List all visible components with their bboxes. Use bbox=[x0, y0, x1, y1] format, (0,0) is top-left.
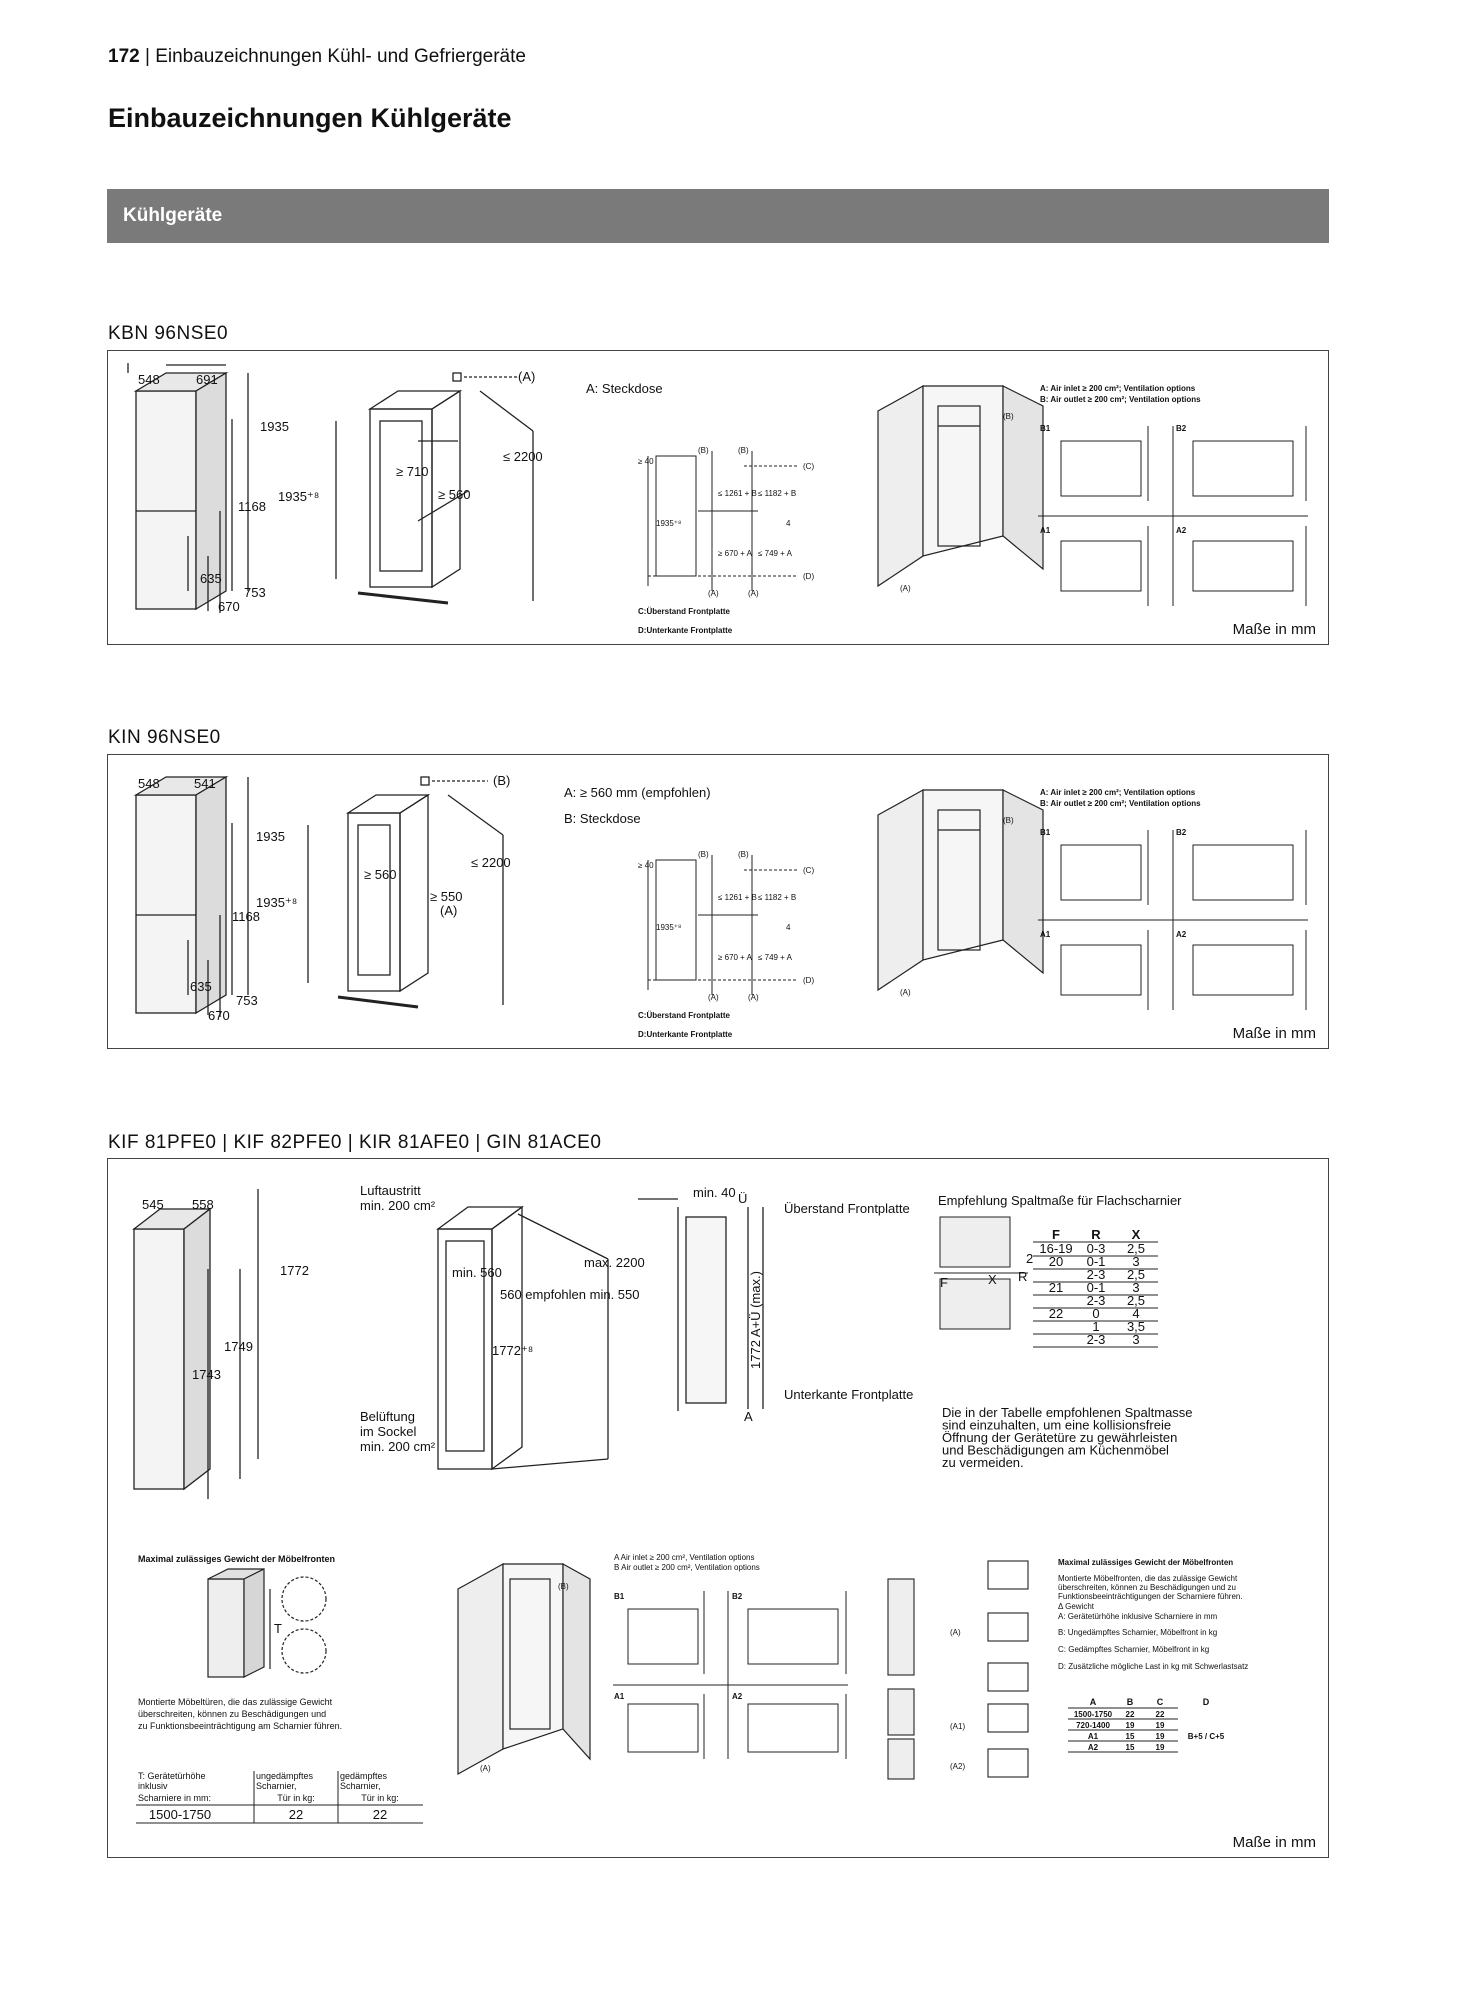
right-table-cell: 720-1400 bbox=[1076, 1721, 1110, 1730]
page-header: 172 | Einbauzeichnungen Kühl- und Gefriergeräte bbox=[108, 46, 526, 67]
niche-height: 1935⁺⁸ bbox=[278, 489, 320, 504]
front-unterkante: Unterkante Frontplatte bbox=[784, 1387, 914, 1402]
gap-table-cell: 2-3 bbox=[1086, 1267, 1106, 1282]
right-note-line: C: Gedämpftes Scharnier, Möbelfront in kg bbox=[1058, 1645, 1210, 1654]
installation-drawing-2 bbox=[108, 755, 1328, 1048]
niche-width: min. 560 bbox=[452, 1265, 502, 1280]
vent-legend-1a: A: Air inlet ≥ 200 cm²; Ventilation options bbox=[1040, 384, 1196, 393]
weight-table-cell: 22 bbox=[288, 1807, 304, 1822]
vent-b2: B2 bbox=[1176, 424, 1187, 433]
section-bar bbox=[107, 189, 1329, 243]
air-in-1: Belüftung bbox=[360, 1409, 415, 1424]
niche-depth: ≥ 560 bbox=[438, 487, 471, 502]
vent3-b: B Air outlet ≥ 200 cm², Ventilation options bbox=[614, 1563, 760, 1572]
dim-h5: 670 bbox=[208, 1008, 230, 1023]
vent-a1: A1 bbox=[1040, 930, 1051, 939]
section-d-note: D:Unterkante Frontplatte bbox=[638, 1030, 733, 1039]
right-note-line: D: Zusätzliche mögliche Last in kg mit Schwerlastsatz bbox=[1058, 1662, 1249, 1671]
weight-title: Maximal zulässiges Gewicht der Möbelfronten bbox=[138, 1554, 336, 1564]
gap-table-cell: 3 bbox=[1132, 1280, 1140, 1295]
gap-table-cell: 0 bbox=[1092, 1306, 1100, 1321]
section-a-label: (A) bbox=[708, 993, 719, 1002]
weight-table-header: gedämpftes bbox=[340, 1771, 388, 1781]
section-d-label: (D) bbox=[803, 976, 815, 985]
room-b-label: (B) bbox=[1003, 412, 1014, 421]
room3-b: (B) bbox=[558, 1582, 569, 1591]
niche-depth: 560 empfohlen min. 550 bbox=[500, 1287, 640, 1302]
front-u: Ü bbox=[738, 1191, 748, 1206]
niche-depth: ≥ 550 bbox=[430, 889, 463, 904]
weight-table-header: Scharnier, bbox=[256, 1781, 297, 1791]
vent-legend-2a: A: Air inlet ≥ 200 cm²; Ventilation options bbox=[1040, 788, 1196, 797]
weight-table-cell: 1500-1750 bbox=[148, 1807, 212, 1822]
niche-label: (A) bbox=[518, 369, 536, 384]
gap-table-header: X bbox=[1131, 1227, 1141, 1242]
room-a-label: (A) bbox=[900, 988, 911, 997]
niche-max: ≤ 2200 bbox=[503, 449, 543, 464]
right-table-header: C bbox=[1156, 1697, 1164, 1707]
niche-max: ≤ 2200 bbox=[471, 855, 511, 870]
right-table-header: B bbox=[1126, 1697, 1134, 1707]
gap-table-cell: 0-1 bbox=[1086, 1254, 1106, 1269]
gap-table-cell: 2,5 bbox=[1126, 1241, 1146, 1256]
gap-table bbox=[1033, 1227, 1158, 1347]
dim-h1: 1935 bbox=[256, 829, 285, 844]
section-c-note: C:Überstand Frontplatte bbox=[638, 607, 730, 616]
air-in-2: im Sockel bbox=[360, 1424, 417, 1439]
drawing-panel-2 bbox=[107, 754, 1329, 1049]
weight-note-3: zu Funktionsbeeinträchtigung am Scharnier führen. bbox=[138, 1721, 343, 1731]
dim-h1: 1935 bbox=[260, 419, 289, 434]
model-title-2: KIN 96NSE0 bbox=[108, 727, 221, 748]
dim-h3: 635 bbox=[200, 571, 222, 586]
weight-table-header: inklusiv bbox=[138, 1781, 168, 1791]
dim-d2: 541 bbox=[194, 776, 216, 791]
weight-note-2: überschreiten, können zu Beschädigungen und bbox=[138, 1709, 327, 1719]
vent3-a1: A1 bbox=[614, 1692, 625, 1701]
section-top: ≥ 40 bbox=[638, 861, 654, 870]
weight-table-header: T: Gerätetürhöhe bbox=[138, 1771, 206, 1781]
right-table-cell: 22 bbox=[1125, 1710, 1135, 1719]
weight-table-header: Scharnier, bbox=[340, 1781, 381, 1791]
right-table bbox=[1068, 1697, 1225, 1752]
weight-note-1: Montierte Möbeltüren, die das zulässige Gewicht bbox=[138, 1697, 333, 1707]
model-title-3: KIF 81PFE0 | KIF 82PFE0 | KIR 81AFE0 | GIN 81ACE0 bbox=[108, 1132, 602, 1153]
gap-table-cell: 2,5 bbox=[1126, 1267, 1146, 1282]
weight-table bbox=[136, 1771, 423, 1823]
niche-label: (B) bbox=[493, 773, 511, 788]
gap-note-line: und Beschädigungen am Küchenmöbel bbox=[942, 1442, 1169, 1458]
room-b-label: (B) bbox=[1003, 816, 1014, 825]
dim-d1: 545 bbox=[142, 1197, 164, 1212]
gap-f: F bbox=[940, 1275, 948, 1290]
weight-table-header: Tür in kg: bbox=[277, 1793, 315, 1803]
gap-table-cell: 0-1 bbox=[1086, 1280, 1106, 1295]
gap-table-cell: 20 bbox=[1048, 1254, 1064, 1269]
niche-height: 1935⁺⁸ bbox=[256, 895, 298, 910]
right-note-line: Montierte Möbelfronten, die das zulässige Gewicht bbox=[1058, 1574, 1238, 1583]
gap-table-cell: 3,5 bbox=[1126, 1319, 1146, 1334]
section-a-label: (A) bbox=[708, 589, 719, 598]
air-out-2: min. 200 cm² bbox=[360, 1198, 436, 1213]
right-note-line: überschreiten, können zu Beschädigungen und zu bbox=[1058, 1583, 1236, 1592]
dim-h2: 1749 bbox=[224, 1339, 253, 1354]
gap-x: X bbox=[988, 1272, 997, 1287]
niche-height: 1772⁺⁸ bbox=[492, 1343, 534, 1358]
right-note-line: Δ Gewicht bbox=[1058, 1602, 1095, 1611]
dim-d1: 548 bbox=[138, 372, 160, 387]
weight-t: T bbox=[274, 1621, 282, 1636]
right-a1: (A1) bbox=[950, 1722, 966, 1731]
vent-a2: A2 bbox=[1176, 930, 1187, 939]
gap-r: R bbox=[1018, 1269, 1028, 1284]
page-title: Einbauzeichnungen Kühlgeräte bbox=[108, 103, 512, 133]
right-table-cell: 22 bbox=[1155, 1710, 1165, 1719]
vent3-b1: B1 bbox=[614, 1592, 625, 1601]
vent-a1: A1 bbox=[1040, 526, 1051, 535]
gap-table-cell: 2,5 bbox=[1126, 1293, 1146, 1308]
weight-table-header: Tür in kg: bbox=[361, 1793, 399, 1803]
right-note-line: A: Gerätetürhöhe inklusive Scharniere in mm bbox=[1058, 1612, 1218, 1621]
section-four: 4 bbox=[786, 923, 791, 932]
dim-h4: 753 bbox=[244, 585, 266, 600]
air-out-1: Luftaustritt bbox=[360, 1183, 421, 1198]
section-h: 1935⁺⁸ bbox=[656, 923, 682, 932]
units-label-1: Maße in mm bbox=[1232, 621, 1316, 638]
right-table-cell: 1500-1750 bbox=[1073, 1710, 1113, 1719]
right-table-cell: 15 bbox=[1125, 1743, 1135, 1752]
dim-h1: 1772 bbox=[280, 1263, 309, 1278]
vent-b1: B1 bbox=[1040, 828, 1051, 837]
header-section: Einbauzeichnungen Kühl- und Gefriergeräte bbox=[155, 46, 526, 67]
niche-depth-label: (A) bbox=[440, 903, 458, 918]
section-a1: ≥ 670 + A bbox=[718, 953, 752, 962]
vent-b2: B2 bbox=[1176, 828, 1187, 837]
section-d-label: (D) bbox=[803, 572, 815, 581]
legend-2-a: A: ≥ 560 mm (empfohlen) bbox=[564, 785, 711, 800]
page-number: 172 bbox=[108, 46, 140, 67]
right-table-cell: 19 bbox=[1125, 1721, 1135, 1730]
dim-d2: 558 bbox=[192, 1197, 214, 1212]
room-a-label: (A) bbox=[900, 584, 911, 593]
dim-h4: 753 bbox=[236, 993, 258, 1008]
legend-1-a: A: Steckdose bbox=[586, 381, 663, 396]
right-table-cell: 19 bbox=[1155, 1721, 1165, 1730]
right-title: Maximal zulässiges Gewicht der Möbelfronten bbox=[1058, 1558, 1234, 1567]
section-b-label: (B) bbox=[698, 850, 709, 859]
gap-table-cell: 3 bbox=[1132, 1254, 1140, 1269]
gap-table-header: F bbox=[1052, 1227, 1060, 1242]
section-b1: ≤ 1261 + B bbox=[718, 893, 757, 902]
section-c-label: (C) bbox=[803, 866, 815, 875]
vent3-b2: B2 bbox=[732, 1592, 743, 1601]
vent-legend-2b: B: Air outlet ≥ 200 cm²; Ventilation options bbox=[1040, 799, 1201, 808]
units-label-3: Maße in mm bbox=[1232, 1834, 1316, 1851]
weight-table-cell: 22 bbox=[372, 1807, 388, 1822]
gap-note-line: sind einzuhalten, um eine kollisionsfreie bbox=[942, 1417, 1172, 1433]
drawing-panel-3 bbox=[107, 1158, 1329, 1858]
right-table-cell: 19 bbox=[1155, 1743, 1165, 1752]
dim-h2: 1168 bbox=[238, 499, 266, 514]
gap-two: 2 bbox=[1026, 1251, 1034, 1266]
section-a2: ≤ 749 + A bbox=[758, 549, 792, 558]
gap-table-cell: 4 bbox=[1132, 1306, 1140, 1321]
section-a2: ≤ 749 + A bbox=[758, 953, 792, 962]
section-h: 1935⁺⁸ bbox=[656, 519, 682, 528]
gap-table-cell: 2-3 bbox=[1086, 1332, 1106, 1347]
weight-table-header: ungedämpftes bbox=[256, 1771, 314, 1781]
right-table-cell: B+5 / C+5 bbox=[1187, 1732, 1225, 1741]
section-b-label-2: (B) bbox=[738, 850, 749, 859]
dim-d1: 548 bbox=[138, 776, 160, 791]
vent3-a2: A2 bbox=[732, 1692, 743, 1701]
right-table-cell: 15 bbox=[1125, 1732, 1135, 1741]
section-four: 4 bbox=[786, 519, 791, 528]
right-table-header: D bbox=[1202, 1697, 1210, 1707]
section-d-note: D:Unterkante Frontplatte bbox=[638, 626, 733, 635]
niche-max: max. 2200 bbox=[584, 1255, 645, 1270]
vent-legend-1b: B: Air outlet ≥ 200 cm²; Ventilation options bbox=[1040, 395, 1201, 404]
installation-drawing-1 bbox=[108, 351, 1328, 644]
gap-note-line: zu vermeiden. bbox=[942, 1455, 1024, 1470]
section-a-label-2: (A) bbox=[748, 589, 759, 598]
room3-a: (A) bbox=[480, 1764, 491, 1773]
niche-width: ≥ 710 bbox=[396, 464, 429, 479]
vent-a2: A2 bbox=[1176, 526, 1187, 535]
legend-2-b: B: Steckdose bbox=[564, 811, 641, 826]
gap-note-line: Die in der Tabelle empfohlenen Spaltmasse bbox=[942, 1405, 1193, 1420]
gap-table-cell: 1 bbox=[1092, 1319, 1100, 1334]
weight-table-header: Scharniere in mm: bbox=[138, 1793, 212, 1803]
right-table-header: A bbox=[1089, 1697, 1097, 1707]
gap-table-header: R bbox=[1091, 1227, 1101, 1242]
dim-d2: 691 bbox=[196, 372, 218, 387]
section-a1: ≥ 670 + A bbox=[718, 549, 752, 558]
section-b2: ≤ 1182 + B bbox=[758, 893, 797, 902]
right-a2: (A2) bbox=[950, 1762, 966, 1771]
section-c-label: (C) bbox=[803, 462, 815, 471]
gap-table-cell: 22 bbox=[1048, 1306, 1064, 1321]
gap-table-cell: 3 bbox=[1132, 1332, 1140, 1347]
section-c-note: C:Überstand Frontplatte bbox=[638, 1011, 730, 1020]
model-title-1: KBN 96NSE0 bbox=[108, 323, 229, 344]
dim-h3: 1743 bbox=[192, 1367, 221, 1382]
dim-h3: 635 bbox=[190, 979, 212, 994]
gap-table-cell: 2-3 bbox=[1086, 1293, 1106, 1308]
section-top: ≥ 40 bbox=[638, 457, 654, 466]
right-note-line: B: Ungedämpftes Scharnier, Möbelfront in kg bbox=[1058, 1628, 1218, 1637]
section-b1: ≤ 1261 + B bbox=[718, 489, 757, 498]
dim-h2: 1168 bbox=[232, 909, 260, 924]
section-b-label-2: (B) bbox=[738, 446, 749, 455]
front-ueberstand: Überstand Frontplatte bbox=[784, 1201, 910, 1216]
drawing-panel-1 bbox=[107, 350, 1329, 645]
gap-table-cell: 16-19 bbox=[1039, 1241, 1073, 1256]
gap-note-line: Öffnung der Gerätetüre zu gewährleisten bbox=[942, 1430, 1178, 1445]
front-min40: min. 40 bbox=[693, 1185, 736, 1200]
right-note-line: Funktionsbeeinträchtigungen der Scharniere führen. bbox=[1058, 1592, 1243, 1601]
vent3-a: A Air inlet ≥ 200 cm², Ventilation options bbox=[614, 1553, 755, 1562]
units-label-2: Maße in mm bbox=[1232, 1025, 1316, 1042]
air-in-3: min. 200 cm² bbox=[360, 1439, 436, 1454]
niche-width: ≥ 560 bbox=[364, 867, 397, 882]
right-table-cell: 19 bbox=[1155, 1732, 1165, 1741]
section-a-label-2: (A) bbox=[748, 993, 759, 1002]
section-bar-label: Kühlgeräte bbox=[123, 205, 223, 226]
front-h: 1772 A+Ü (max.) bbox=[748, 1271, 763, 1369]
section-b-label: (B) bbox=[698, 446, 709, 455]
dim-h5: 670 bbox=[218, 599, 240, 614]
section-b2: ≤ 1182 + B bbox=[758, 489, 797, 498]
right-a: (A) bbox=[950, 1628, 961, 1637]
gap-title: Empfehlung Spaltmaße für Flachscharnier bbox=[938, 1193, 1182, 1208]
right-table-cell: A2 bbox=[1087, 1743, 1099, 1752]
gap-table-cell: 21 bbox=[1048, 1280, 1064, 1295]
right-table-cell: A1 bbox=[1087, 1732, 1099, 1741]
installation-drawing-3 bbox=[108, 1159, 1328, 1857]
front-a: A bbox=[744, 1409, 753, 1424]
right-notes bbox=[1058, 1574, 1248, 1671]
gap-table-cell: 0-3 bbox=[1086, 1241, 1106, 1256]
vent-b1: B1 bbox=[1040, 424, 1051, 433]
